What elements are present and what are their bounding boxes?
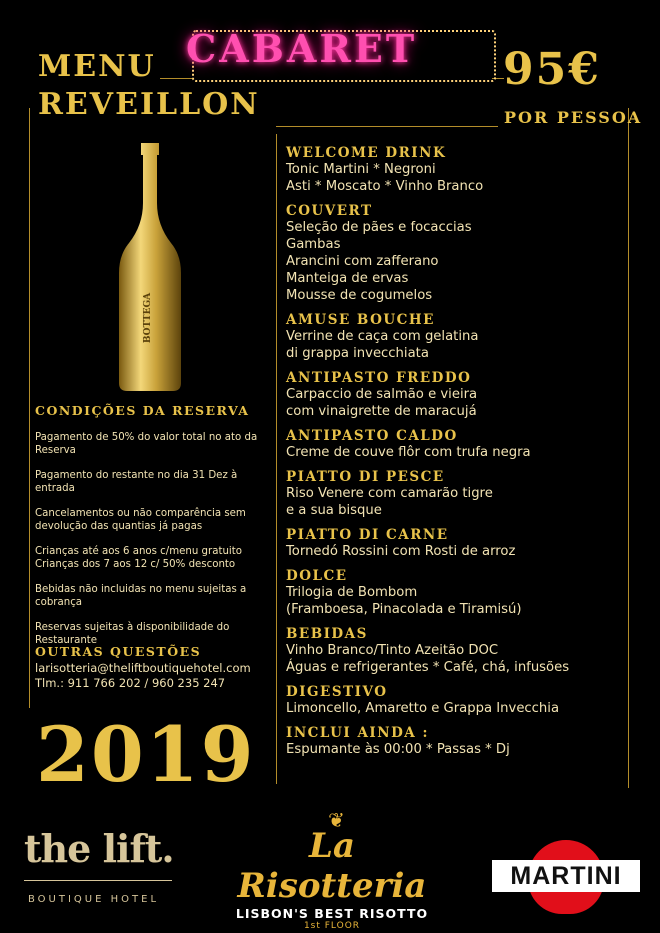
course-title: WELCOME DRINK xyxy=(286,145,447,161)
course-item: com vinaigrette de maracujá xyxy=(286,404,477,419)
condition-line: Reservas sujeitas à disponibilidade do Restaurante xyxy=(35,622,230,646)
contact-phone: Tlm.: 911 766 202 / 960 235 247 xyxy=(35,676,226,690)
cabaret-neon-title: CABARET xyxy=(186,26,418,71)
la-risotteria-logo xyxy=(232,808,432,931)
menu-course xyxy=(286,725,636,758)
frame-left-line xyxy=(29,108,30,708)
course-item: Águas e refrigerantes * Café, chá, infusões xyxy=(286,660,570,675)
menu-course xyxy=(286,203,636,304)
course-title: COUVERT xyxy=(286,203,373,219)
conditions-list xyxy=(35,431,280,647)
menu-course xyxy=(286,527,636,560)
course-item: Limoncello, Amaretto e Grappa Invecchia xyxy=(286,701,560,716)
course-item: Asti * Moscato * Vinho Branco xyxy=(286,179,484,194)
course-item: Gambas xyxy=(286,237,341,252)
course-item: Riso Venere com camarão tigre xyxy=(286,486,493,501)
course-item: (Framboesa, Pinacolada e Tiramisú) xyxy=(286,602,522,617)
condition-line: Bebidas não incluidas no menu sujeitas a cobrança xyxy=(35,584,247,608)
other-questions xyxy=(35,644,280,691)
price: 95€ xyxy=(503,44,601,95)
year-title: 2019 xyxy=(36,710,256,799)
course-item: Verrine de caça com gelatina xyxy=(286,329,479,344)
menu-course xyxy=(286,684,636,717)
header-underline xyxy=(276,126,498,127)
martini-logo xyxy=(492,838,640,916)
risotteria-logo-name: La Risotteria xyxy=(237,826,427,906)
course-title: INCLUI AINDA : xyxy=(286,725,429,741)
contact-email: larisotteria@theliftboutiquehotel.com xyxy=(35,661,251,675)
conditions-title: CONDIÇÕES DA RESERVA xyxy=(35,403,250,418)
menu-course xyxy=(286,428,636,461)
course-item: di grappa invecchiata xyxy=(286,346,429,361)
course-item: Arancini com zafferano xyxy=(286,254,439,269)
course-item: Creme de couve flôr com trufa negra xyxy=(286,445,531,460)
course-item: Mousse de cogumelos xyxy=(286,288,433,303)
lift-logo-divider xyxy=(24,880,172,881)
svg-text:BOTTEGA: BOTTEGA xyxy=(143,292,153,344)
course-item: Espumante às 00:00 * Passas * Dj xyxy=(286,742,510,757)
course-title: DOLCE xyxy=(286,568,348,584)
menu-title-line1: MENU xyxy=(38,49,156,84)
wheat-icon: ❦ xyxy=(328,808,345,832)
course-title: BEBIDAS xyxy=(286,626,368,642)
menu-course xyxy=(286,469,636,519)
other-title: OUTRAS QUESTÕES xyxy=(35,644,202,659)
risotteria-logo-tagline: LISBON'S BEST RISOTTO xyxy=(235,906,429,921)
course-item: Carpaccio de salmão e vieira xyxy=(286,387,478,402)
reservation-conditions xyxy=(35,404,280,659)
menu-course xyxy=(286,568,636,618)
the-lift-logo-name: the lift. xyxy=(24,826,174,871)
price-subtitle: POR PESSOA xyxy=(504,108,643,127)
course-title: DIGESTIVO xyxy=(286,684,388,700)
condition-line: Cancelamentos ou não comparência sem devolução das quantias já pagas xyxy=(35,508,246,532)
course-item: Manteiga de ervas xyxy=(286,271,409,286)
the-lift-logo xyxy=(24,826,174,914)
menu-course xyxy=(286,626,636,676)
course-title: AMUSE BOUCHE xyxy=(286,312,435,328)
course-title: ANTIPASTO CALDO xyxy=(286,428,458,444)
condition-line: Pagamento de 50% do valor total no ato da Reserva xyxy=(35,432,258,456)
condition-line: Pagamento do restante no dia 31 Dez à entrada xyxy=(35,470,238,494)
menu-course xyxy=(286,145,636,195)
champagne-bottle-image xyxy=(115,143,185,393)
menu-course xyxy=(286,312,636,362)
course-item: Seleção de pães e focaccias xyxy=(286,220,472,235)
course-title: PIATTO DI CARNE xyxy=(286,527,449,543)
the-lift-logo-subtitle: BOUTIQUE HOTEL xyxy=(28,894,160,905)
course-title: PIATTO DI PESCE xyxy=(286,469,445,485)
course-item: Vinho Branco/Tinto Azeitão DOC xyxy=(286,643,499,658)
condition-line: Crianças até aos 6 anos c/menu gratuito Crianças dos 7 aos 12 c/ 50% desconto xyxy=(35,546,242,570)
martini-logo-text: MARTINI xyxy=(492,860,640,892)
menu-course xyxy=(286,370,636,420)
course-item: Trilogia de Bombom xyxy=(286,585,418,600)
course-item: e a sua bisque xyxy=(286,503,382,518)
course-title: ANTIPASTO FREDDO xyxy=(286,370,472,386)
course-item: Tornedó Rossini com Rosti de arroz xyxy=(286,544,516,559)
menu-title-line2: REVEILLON xyxy=(38,87,260,122)
risotteria-logo-floor: 1st FLOOR xyxy=(303,921,361,931)
menu-courses xyxy=(286,145,636,766)
course-item: Tonic Martini * Negroni xyxy=(286,162,436,177)
